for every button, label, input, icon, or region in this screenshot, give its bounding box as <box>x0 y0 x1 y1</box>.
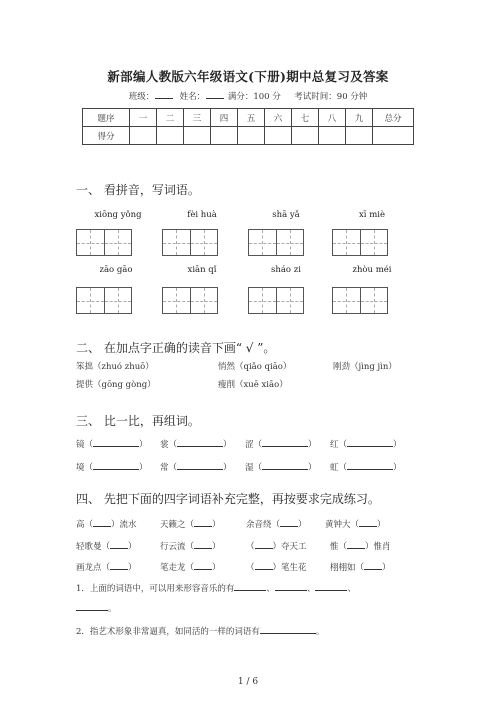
score-header: 九 <box>346 109 373 127</box>
section3-title: 三、 比一比，再组词。 <box>76 414 200 428</box>
pinyin: sháo zi <box>271 265 301 275</box>
pinyin: shā yǎ <box>272 210 300 220</box>
idiom-item: 栩栩如（ ） <box>330 563 391 573</box>
section4-title: 四、 先把下面的四字词语补充完整，再按要求完成练习。 <box>76 492 380 506</box>
answer-blank[interactable] <box>315 582 347 591</box>
word-compare-item: 境（ ） <box>76 463 148 473</box>
answer-blank[interactable] <box>194 540 212 549</box>
answer-blank[interactable] <box>93 461 139 470</box>
score-cell[interactable] <box>346 127 373 145</box>
page-number: 1 / 6 <box>237 677 259 687</box>
pronunciation-item[interactable]: 笨拙（zhuó zhuō） <box>76 362 154 372</box>
idiom-item: （ ）夺天工 <box>246 542 307 552</box>
pinyin: zāo gāo <box>99 265 133 275</box>
idiom-item: 天籁之（ ） <box>160 520 221 530</box>
answer-blank[interactable] <box>177 461 223 470</box>
score-header: 二 <box>157 109 184 127</box>
pronunciation-item[interactable]: 悄然（qiǎo qiāo） <box>218 362 292 372</box>
answer-blank[interactable] <box>177 438 223 447</box>
writing-grid[interactable] <box>248 287 304 314</box>
answer-blank[interactable] <box>347 438 393 447</box>
idiom-item: 轻歌曼（ ） <box>76 542 137 552</box>
answer-blank[interactable] <box>110 561 128 570</box>
score-cell[interactable] <box>211 127 238 145</box>
idiom-item: 黄钟大（ ） <box>325 520 386 530</box>
answer-blank[interactable] <box>194 561 212 570</box>
question-1-cont: 。 <box>76 602 117 614</box>
answer-blank[interactable] <box>255 540 273 549</box>
score-header: 八 <box>319 109 346 127</box>
pinyin: xiōng yǒng <box>94 210 142 220</box>
answer-blank[interactable] <box>262 438 308 447</box>
question-1: 1．上面的词语中，可以用来形容音乐的有 、 、 、 <box>76 584 356 594</box>
answer-blank[interactable] <box>260 625 316 634</box>
pronunciation-item[interactable]: 刚劲（jìng jìn） <box>333 362 397 372</box>
answer-blank[interactable] <box>76 602 108 611</box>
idiom-item: 高（ ）流水 <box>76 520 137 530</box>
writing-grid[interactable] <box>248 229 304 256</box>
class-label: 班级： <box>128 92 155 102</box>
word-compare-item: 湿（ ） <box>245 463 317 473</box>
answer-blank[interactable] <box>347 540 365 549</box>
score-cell[interactable] <box>238 127 265 145</box>
idiom-item: 画龙点（ ） <box>76 563 137 573</box>
exam-info <box>0 90 496 102</box>
pronunciation-item[interactable]: 瘦削（xuē xiāo） <box>218 380 288 390</box>
score-cell[interactable] <box>373 127 414 145</box>
name-blank[interactable] <box>206 90 224 99</box>
section2-title: 二、 在加点字正确的读音下画“ √ ”。 <box>76 341 276 355</box>
idiom-item: 余音绕（ ） <box>246 520 307 530</box>
score-table <box>82 108 414 145</box>
writing-grid[interactable] <box>162 229 218 256</box>
idiom-item: （ ）笔生花 <box>246 563 307 573</box>
writing-grid[interactable] <box>332 229 388 256</box>
score-cell[interactable] <box>265 127 292 145</box>
exam-time: 考试时间：90 分钟 <box>294 92 368 102</box>
writing-grid[interactable] <box>76 229 132 256</box>
full-score: 满分：100 分 <box>227 92 281 102</box>
pinyin: xī miè <box>358 210 386 220</box>
score-header: 六 <box>265 109 292 127</box>
answer-blank[interactable] <box>347 461 393 470</box>
question-2: 2．指艺术形象非常逼真，如同活的一样的词语有 。 <box>76 627 325 637</box>
score-cell[interactable] <box>319 127 346 145</box>
answer-blank[interactable] <box>359 518 377 527</box>
answer-blank[interactable] <box>93 518 111 527</box>
answer-blank[interactable] <box>364 561 382 570</box>
pinyin: zhòu méi <box>352 265 392 275</box>
pinyin: fèi huà <box>187 210 217 220</box>
score-cell[interactable] <box>130 127 157 145</box>
score-header: 七 <box>292 109 319 127</box>
writing-grid[interactable] <box>76 287 132 314</box>
score-cell[interactable] <box>292 127 319 145</box>
score-header: 一 <box>130 109 157 127</box>
answer-blank[interactable] <box>280 518 298 527</box>
writing-grid[interactable] <box>332 287 388 314</box>
word-compare-item: 常（ ） <box>160 463 232 473</box>
score-header: 四 <box>211 109 238 127</box>
idiom-item: 笔走龙（ ） <box>160 563 221 573</box>
class-blank[interactable] <box>155 90 173 99</box>
score-header: 题序 <box>83 109 130 127</box>
answer-blank[interactable] <box>262 461 308 470</box>
answer-blank[interactable] <box>234 582 266 591</box>
writing-grid[interactable] <box>162 287 218 314</box>
score-header: 总分 <box>373 109 414 127</box>
answer-blank[interactable] <box>110 540 128 549</box>
idiom-item: 惟（ ）惟肖 <box>330 542 391 552</box>
answer-blank[interactable] <box>194 518 212 527</box>
section1-title: 一、 看拼音，写词语。 <box>76 183 200 197</box>
document-title: 新部编人教版六年级语文(下册)期中总复习及答案 <box>107 69 389 84</box>
word-compare-item: 涩（ ） <box>245 440 317 450</box>
score-header: 五 <box>238 109 265 127</box>
answer-blank[interactable] <box>275 582 307 591</box>
score-cell[interactable] <box>184 127 211 145</box>
score-row-label: 得分 <box>83 127 130 145</box>
answer-blank[interactable] <box>255 561 273 570</box>
word-compare-item: 裳（ ） <box>160 440 232 450</box>
word-compare-item: 红（ ） <box>330 440 402 450</box>
idiom-item: 行云流（ ） <box>160 542 221 552</box>
word-compare-item: 虹（ ） <box>330 463 402 473</box>
name-label: 姓名： <box>179 92 206 102</box>
pinyin: xiān qǐ <box>187 265 217 275</box>
score-cell[interactable] <box>157 127 184 145</box>
word-compare-item: 镜（ ） <box>76 440 148 450</box>
answer-blank[interactable] <box>93 438 139 447</box>
score-header: 三 <box>184 109 211 127</box>
pronunciation-item[interactable]: 提供（gōng gòng） <box>76 380 156 390</box>
